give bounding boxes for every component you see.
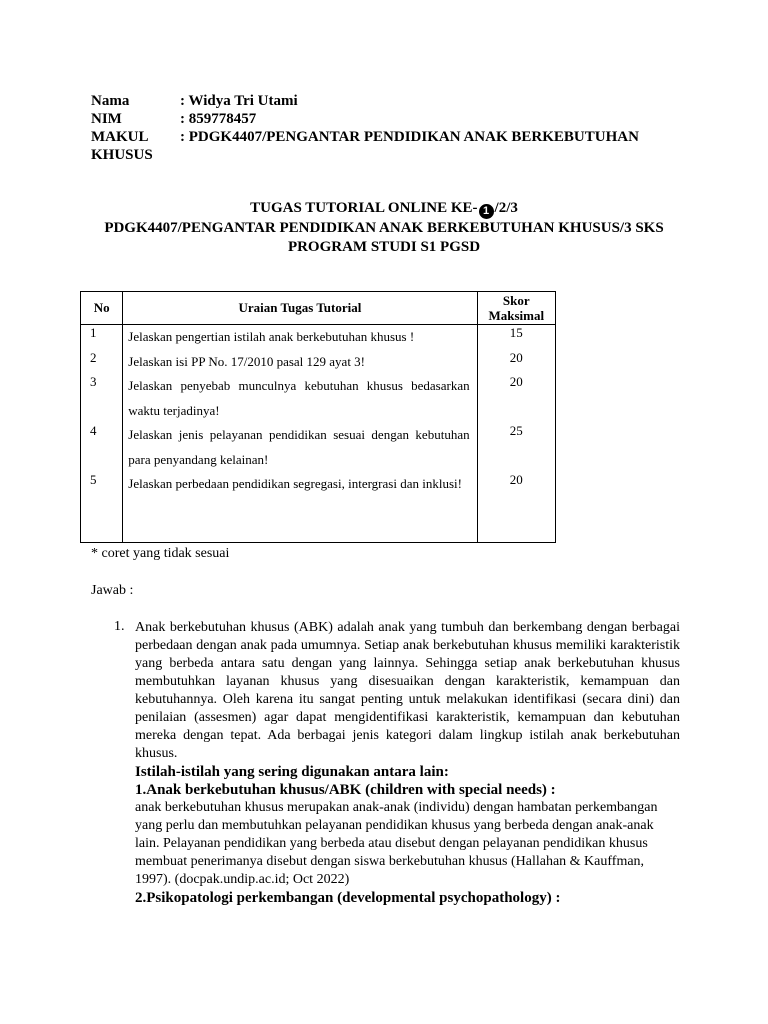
table-row — [81, 423, 556, 472]
row-score: 20 — [477, 472, 555, 543]
row-description: Jelaskan isi PP No. 17/2010 pasal 129 ayat 3! — [123, 350, 477, 375]
header-no: No — [81, 292, 123, 325]
nim-label: NIM — [91, 111, 122, 127]
task-table — [80, 291, 556, 543]
row-number: 2 — [81, 350, 123, 375]
term-1-body: anak berkebutuhan khusus merupakan anak-anak (individu) dengan hambatan perkembangan yang perlu dan membutuhkan pelayanan pendidikan khusus yang berbeda dengan anak-anak lain. Pelayanan pendidikan yang berbeda atau disebut dengan pelayanan pendidikan khusus membuat penerimanya disebut dengan siswa berkebutuhan khusus (Hallahan & Kauffman, 1997). (docpak.undip.ac.id; Oct 2022) — [135, 800, 658, 887]
course-value: : PDGK4407/PENGANTAR PENDIDIKAN ANAK BERKEBUTUHAN — [180, 129, 639, 145]
task-table-header — [81, 292, 556, 325]
nim-value: : 859778457 — [180, 111, 257, 127]
name-value: : Widya Tri Utami — [180, 93, 298, 109]
course-row — [91, 128, 639, 146]
row-number: 1 — [81, 325, 123, 350]
answer-label: Jawab : — [91, 583, 134, 598]
header-score-line1: Skor — [502, 293, 530, 308]
terms-heading: Istilah-istilah yang sering digunakan antara lain: — [135, 764, 449, 780]
header-score-line2: Maksimal — [488, 308, 545, 323]
row-score: 20 — [477, 374, 555, 423]
row-score: 15 — [477, 325, 555, 350]
title-suffix: /2/3 — [494, 200, 518, 216]
row-description: Jelaskan penyebab munculnya kebutuhan khusus bedasarkan waktu terjadinya! — [123, 374, 477, 423]
header-score — [477, 292, 555, 325]
title-line-3: PROGRAM STUDI S1 PGSD — [287, 239, 481, 255]
footnote: * coret yang tidak sesuai — [91, 546, 230, 561]
table-row — [81, 374, 556, 423]
answer-number: 1. — [114, 619, 125, 634]
row-score: 25 — [477, 423, 555, 472]
course-row-continued — [91, 146, 639, 164]
table-row — [81, 325, 556, 350]
answer-intro: Anak berkebutuhan khusus (ABK) adalah anak yang tumbuh dan berkembang dengan berbagai perbedaan dengan anak pada umumnya. Setiap anak berkebutuhan khusus memiliki karakteristik yang berbeda antara satu dengan yang lainnya. Sehingga setiap anak berkebutuhan khusus membutuhkan layanan khusus yang disesuaikan dengan karakteristik, kemampuan dan kebutuhannya. Oleh karena itu sangat penting untuk melakukan identifikasi (secara dini) dan penilaian (assesmen) agar dapat mengidentifikasi karakteristik, kemampuan dan kebutuhan mereka dengan tepat. Ada berbagai jenis kategori dalam lingkup istilah anak berkebutuhan khusus. — [135, 620, 680, 761]
title-line-2: PDGK4407/PENGANTAR PENDIDIKAN ANAK BERKEBUTUHAN KHUSUS/3 SKS — [104, 220, 664, 236]
course-label: MAKUL — [91, 129, 149, 145]
title-line-1 — [0, 199, 768, 219]
table-row — [81, 350, 556, 375]
header-description: Uraian Tugas Tutorial — [123, 292, 477, 325]
answer-body — [135, 619, 680, 907]
circled-number-marker: 1 — [479, 204, 494, 219]
name-label: Nama — [91, 93, 130, 109]
row-score: 20 — [477, 350, 555, 375]
table-row — [81, 472, 556, 543]
row-number: 5 — [81, 472, 123, 543]
title-prefix: TUGAS TUTORIAL ONLINE KE- — [250, 200, 478, 216]
name-row — [91, 92, 639, 110]
student-identity — [91, 92, 639, 164]
row-description: Jelaskan perbedaan pendidikan segregasi, intergrasi dan inklusi! — [123, 472, 477, 543]
row-number: 4 — [81, 423, 123, 472]
row-number: 3 — [81, 374, 123, 423]
row-description: Jelaskan jenis pelayanan pendidikan sesuai dengan kebutuhan para penyandang kelainan! — [123, 423, 477, 472]
course-value-continued: KHUSUS — [91, 147, 153, 163]
row-description: Jelaskan pengertian istilah anak berkebutuhan khusus ! — [123, 325, 477, 350]
term-1-heading: 1.Anak berkebutuhan khusus/ABK (children with special needs) : — [135, 782, 556, 798]
term-2-heading: 2.Psikopatologi perkembangan (developmental psychopathology) : — [135, 890, 561, 906]
nim-row — [91, 110, 639, 128]
document-title — [0, 199, 768, 257]
